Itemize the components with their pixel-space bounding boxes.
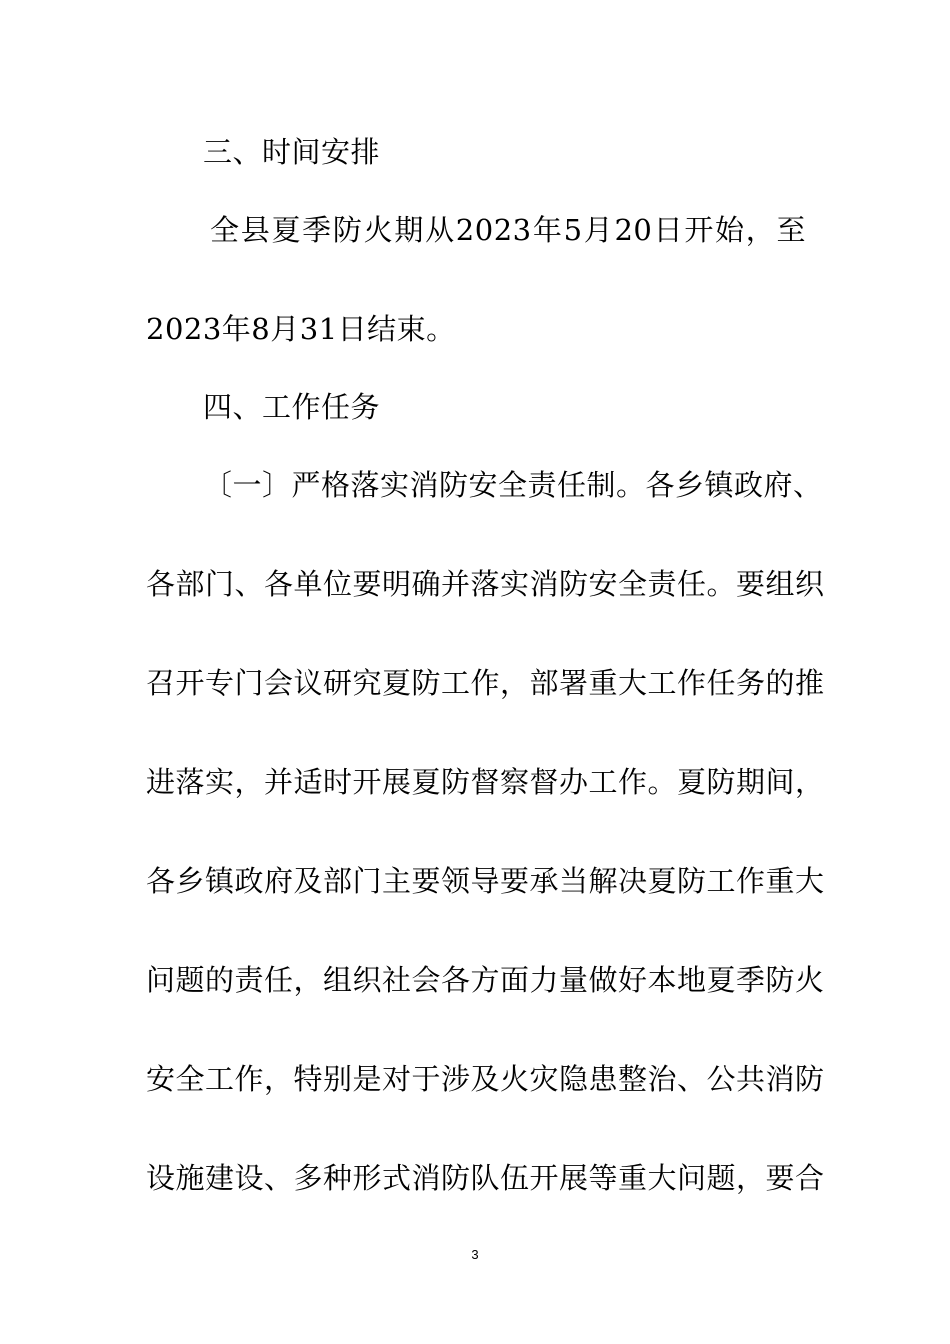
paragraph-line: 安全工作，特别是对于涉及火灾隐患整治、公共消防 (146, 1062, 825, 1096)
section-heading-work-tasks: 四、工作任务 (203, 390, 381, 424)
paragraph-line: 问题的责任，组织社会各方面力量做好本地夏季防火 (146, 963, 825, 997)
paragraph-line: 召开专门会议研究夏防工作，部署重大工作任务的推 (146, 666, 825, 700)
paragraph-line: 各部门、各单位要明确并落实消防安全责任。要组织 (146, 567, 825, 601)
paragraph-line: 设施建设、多种形式消防队伍开展等重大问题，要合 (146, 1161, 825, 1195)
page-number: 3 (471, 1247, 479, 1262)
paragraph-line: 进落实，并适时开展夏防督察督办工作。夏防期间， (146, 765, 825, 799)
paragraph-line: 各乡镇政府及部门主要领导要承当解决夏防工作重大 (146, 864, 825, 898)
paragraph-line: 〔一〕严格落实消防安全责任制。各乡镇政府、 (203, 468, 823, 502)
paragraph-line: 全县夏季防火期从2023年5月20日开始，至 (210, 213, 806, 247)
section-heading-time-schedule: 三、时间安排 (203, 135, 381, 169)
paragraph-line: 2023年8月31日结束。 (146, 312, 456, 346)
